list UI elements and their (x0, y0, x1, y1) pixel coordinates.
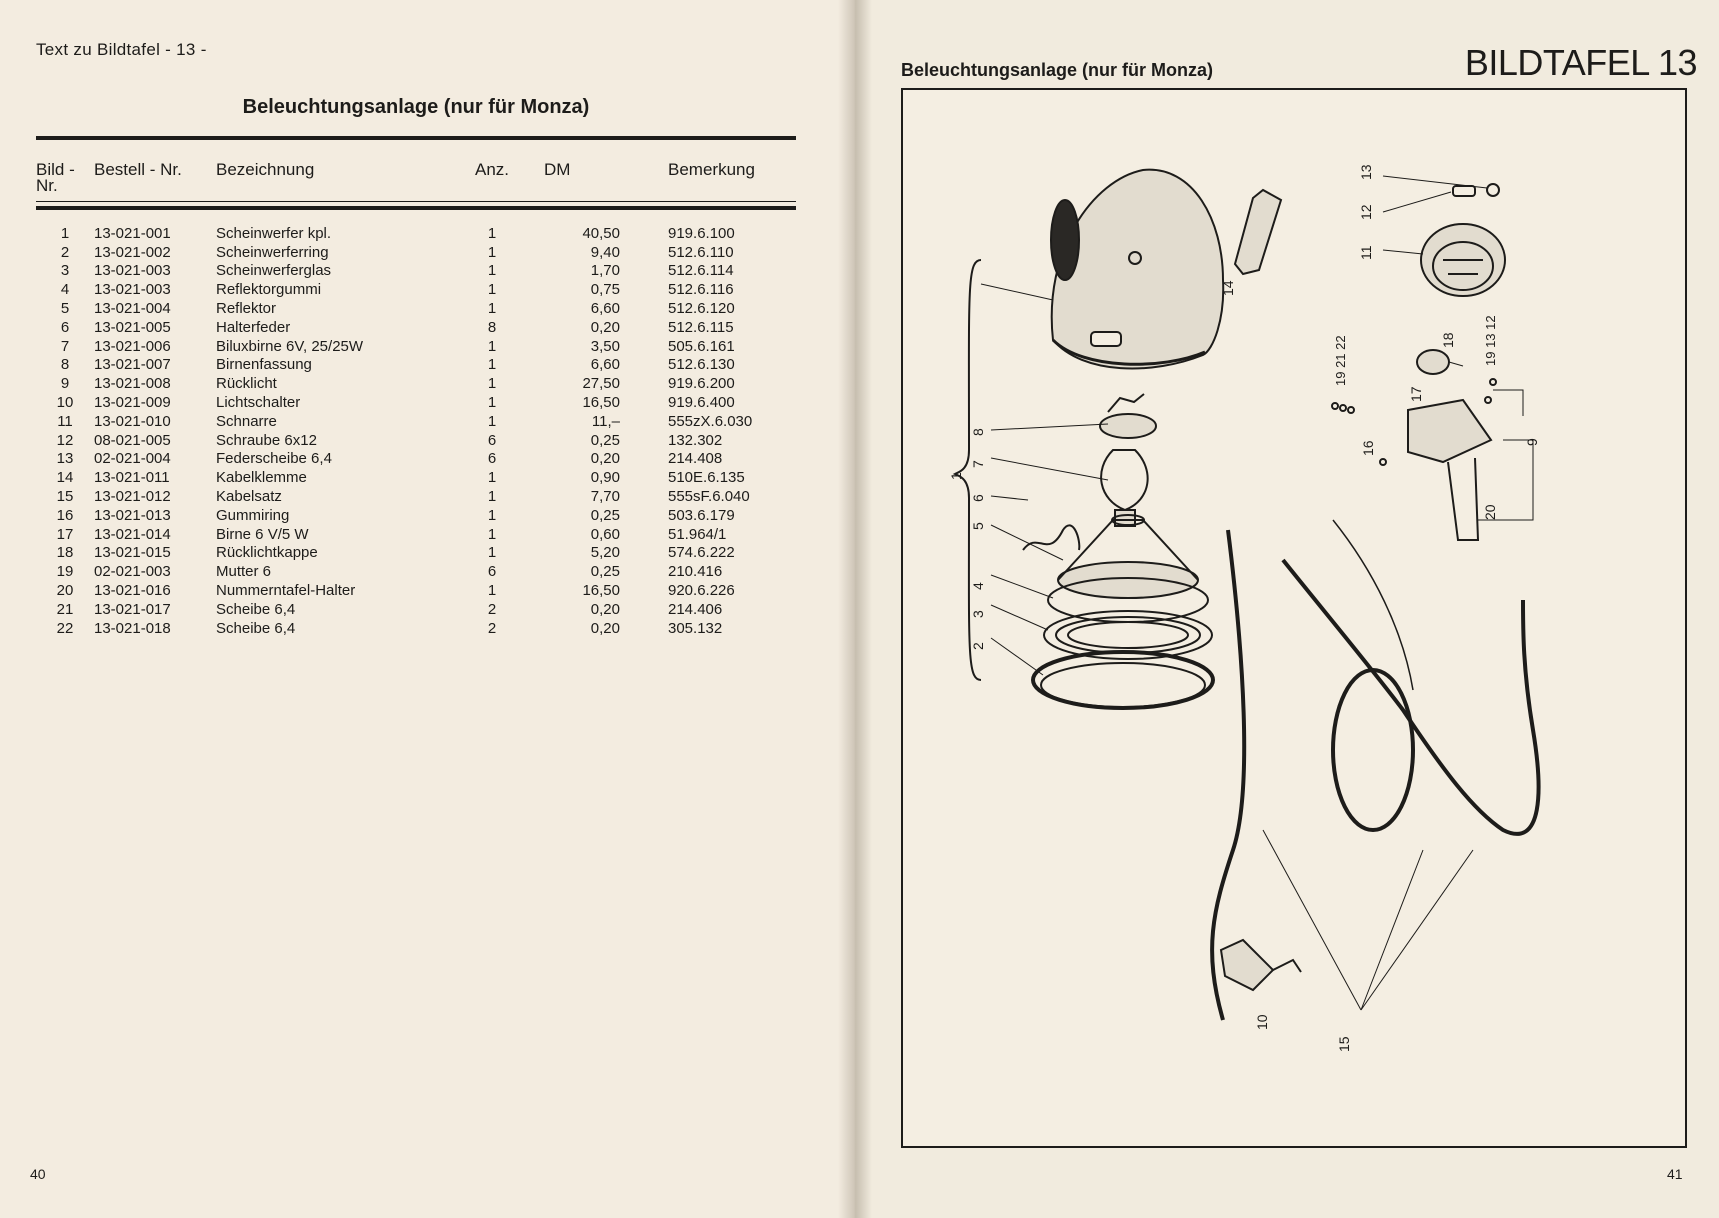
right-page (855, 0, 1719, 1218)
cell-bemerkung: 214.408 (668, 450, 723, 468)
cell-anz: 1 (487, 412, 497, 430)
cell-bild-nr: 21 (56, 600, 74, 618)
cell-bemerkung: 132.302 (668, 431, 723, 449)
cell-anz: 1 (487, 281, 497, 299)
cell-bild-nr: 14 (56, 469, 74, 487)
cell-dm: 11,– (591, 412, 620, 430)
cell-anz: 1 (487, 375, 497, 393)
table-row (36, 469, 796, 488)
cell-anz: 6 (487, 431, 497, 449)
cell-anz: 1 (487, 224, 497, 242)
table-row (36, 281, 796, 300)
cell-dm: 16,50 (582, 581, 620, 599)
table-row (36, 225, 796, 244)
callout-14: 14 (1220, 280, 1236, 296)
headlamp-housing-drawing (1051, 170, 1223, 369)
col-header-bestell-nr: Bestell - Nr. (94, 160, 182, 179)
cell-anz: 2 (487, 600, 497, 618)
cell-anz: 1 (487, 356, 497, 374)
table-row (36, 507, 796, 526)
callout-16: 16 (1360, 440, 1376, 456)
cell-dm: 0,90 (590, 469, 620, 487)
cell-bezeichnung: Birnenfassung (216, 356, 312, 374)
callout-17: 17 (1408, 386, 1424, 402)
cell-bemerkung: 214.406 (668, 600, 723, 618)
cell-bemerkung: 555zX.6.030 (668, 412, 753, 430)
cell-bild-nr: 17 (56, 525, 74, 543)
cell-bild-nr: 3 (60, 262, 70, 280)
cell-bestell-nr: 02-021-003 (94, 563, 171, 581)
cell-bestell-nr: 13-021-002 (94, 243, 171, 261)
cell-bestell-nr: 13-021-009 (94, 393, 171, 411)
cell-bestell-nr: 08-021-005 (94, 431, 171, 449)
col-header-bild-nr (36, 160, 94, 206)
cell-bezeichnung: Birne 6 V/5 W (216, 525, 309, 543)
cell-bild-nr: 9 (60, 375, 70, 393)
cell-anz: 1 (487, 506, 497, 524)
cell-bild-nr: 19 (56, 563, 74, 581)
cell-bestell-nr: 13-021-001 (94, 224, 171, 242)
cell-bemerkung: 512.6.110 (668, 243, 734, 261)
cell-anz: 1 (487, 337, 497, 355)
cell-bezeichnung: Gummiring (216, 506, 290, 524)
cell-bemerkung: 512.6.120 (668, 299, 735, 317)
cell-bezeichnung: Rücklichtkappe (216, 544, 318, 562)
callout-10: 10 (1254, 1014, 1270, 1030)
cell-bezeichnung: Kabelklemme (216, 469, 307, 487)
cell-dm: 0,25 (590, 431, 620, 449)
plate-heading: BILDTAFEL 13 (1464, 42, 1697, 83)
cell-bezeichnung: Scheinwerferglas (216, 262, 332, 280)
cell-bestell-nr: 13-021-006 (94, 337, 171, 355)
book-gutter (838, 0, 872, 1218)
table-row (36, 375, 796, 394)
cell-bemerkung: 305.132 (668, 619, 723, 637)
cell-anz: 1 (487, 487, 497, 505)
cell-bemerkung: 919.6.200 (668, 375, 735, 393)
cell-dm: 0,60 (590, 525, 620, 543)
cell-bestell-nr: 02-021-004 (94, 450, 171, 468)
cell-bezeichnung: Rücklicht (216, 375, 277, 393)
left-page (0, 0, 855, 1218)
header-rule-top (36, 136, 796, 140)
table-row (36, 432, 796, 451)
cell-anz: 1 (487, 243, 497, 261)
cell-dm: 27,50 (582, 375, 620, 393)
col-header-bild-nr-line2: Nr. (36, 176, 58, 195)
cell-dm: 0,25 (590, 563, 620, 581)
callout-7: 7 (970, 460, 986, 468)
cell-dm: 0,20 (590, 318, 620, 336)
cell-bild-nr: 20 (56, 581, 74, 599)
cell-anz: 1 (487, 262, 497, 280)
cell-bestell-nr: 13-021-003 (94, 281, 171, 299)
cell-bild-nr: 18 (56, 544, 74, 562)
cell-bemerkung: 574.6.222 (668, 544, 735, 562)
cell-bestell-nr: 13-021-005 (94, 318, 171, 336)
callout-4: 4 (970, 582, 986, 590)
cell-bild-nr: 8 (60, 356, 70, 374)
table-row (36, 262, 796, 281)
callout-12: 12 (1358, 204, 1374, 220)
cell-bestell-nr: 13-021-003 (94, 262, 171, 280)
table-row (36, 488, 796, 507)
cell-dm: 9,40 (590, 243, 620, 261)
cell-bezeichnung: Schraube 6x12 (216, 431, 317, 449)
cell-bemerkung: 51.964/1 (668, 525, 727, 543)
callout-20: 20 (1482, 504, 1498, 520)
bulb-holder-drawing (1100, 394, 1156, 438)
cell-bestell-nr: 13-021-010 (94, 412, 171, 430)
table-row (36, 526, 796, 545)
cell-bezeichnung: Halterfeder (216, 318, 291, 336)
cell-anz: 1 (487, 581, 497, 599)
cell-anz: 8 (487, 318, 497, 336)
cell-bild-nr: 7 (60, 337, 70, 355)
callout-8: 8 (970, 428, 986, 436)
cell-bestell-nr: 13-021-018 (94, 619, 171, 637)
table-row (36, 620, 796, 639)
table-row (36, 563, 796, 582)
cell-bild-nr: 6 (60, 318, 70, 336)
cell-bemerkung: 510E.6.135 (668, 469, 745, 487)
cell-anz: 1 (487, 469, 497, 487)
cell-dm: 0,75 (590, 281, 620, 299)
cell-dm: 40,50 (582, 224, 620, 242)
cell-dm: 0,20 (590, 600, 620, 618)
cell-bild-nr: 16 (56, 506, 74, 524)
cell-bezeichnung: Biluxbirne 6V, 25/25W (216, 337, 364, 355)
running-head: Text zu Bildtafel - 13 - (36, 40, 207, 59)
horn-drawing (1421, 184, 1505, 296)
cell-bemerkung: 503.6.179 (668, 506, 735, 524)
cell-bild-nr: 15 (56, 487, 74, 505)
page-number-right: 41 (1667, 1166, 1683, 1182)
cell-dm: 6,60 (590, 299, 620, 317)
col-header-dm: DM (544, 160, 571, 179)
cell-anz: 1 (487, 299, 497, 317)
cell-bestell-nr: 13-021-008 (94, 375, 171, 393)
table-row (36, 601, 796, 620)
cell-bild-nr: 2 (60, 243, 70, 261)
cell-bemerkung: 210.416 (668, 563, 723, 581)
tail-light-drawing (1332, 350, 1496, 540)
cell-bezeichnung: Schnarre (216, 412, 277, 430)
cell-bezeichnung: Federscheibe 6,4 (216, 450, 332, 468)
cell-bemerkung: 512.6.130 (668, 356, 735, 374)
cell-bemerkung: 505.6.161 (668, 337, 735, 355)
callout-18: 18 (1440, 332, 1456, 348)
cell-dm: 6,60 (590, 356, 620, 374)
table-row (36, 450, 796, 469)
reflector-drawing (1058, 515, 1198, 598)
cell-bezeichnung: Lichtschalter (216, 393, 301, 411)
col-header-anz: Anz. (474, 160, 510, 179)
cell-bezeichnung: Nummerntafel-Halter (216, 581, 356, 599)
cell-bezeichnung: Scheibe 6,4 (216, 619, 296, 637)
diagram-caption: Beleuchtungsanlage (nur für Monza) (901, 60, 1214, 80)
cell-anz: 6 (487, 450, 497, 468)
table-spacer (36, 206, 796, 225)
col-header-bezeichnung: Bezeichnung (216, 160, 315, 179)
page-number-left: 40 (30, 1166, 46, 1182)
cell-bezeichnung: Reflektor (216, 299, 277, 317)
cell-bestell-nr: 13-021-011 (94, 469, 170, 487)
cell-bemerkung: 920.6.226 (668, 581, 735, 599)
cell-bild-nr: 4 (60, 281, 70, 299)
callout-group-19-13-12: 19 13 12 (1483, 315, 1498, 366)
callout-5: 5 (970, 522, 986, 530)
table-row (36, 413, 796, 432)
cell-anz: 2 (487, 619, 497, 637)
callout-11: 11 (1358, 245, 1374, 260)
cell-dm: 0,20 (590, 450, 620, 468)
cell-bezeichnung: Reflektorgummi (216, 281, 322, 299)
parts-table-body (36, 225, 796, 639)
cell-bezeichnung: Mutter 6 (216, 563, 272, 581)
cell-bestell-nr: 13-021-004 (94, 299, 171, 317)
cell-anz: 1 (487, 393, 497, 411)
cable-clamp-drawing (1235, 190, 1281, 274)
table-row (36, 544, 796, 563)
cell-bild-nr: 10 (56, 393, 74, 411)
diagram-frame (901, 88, 1687, 1148)
table-row (36, 244, 796, 263)
cell-dm: 0,20 (590, 619, 620, 637)
table-row (36, 338, 796, 357)
cell-bestell-nr: 13-021-016 (94, 581, 171, 599)
cell-dm: 16,50 (582, 393, 620, 411)
cell-bemerkung: 919.6.400 (668, 393, 735, 411)
cell-bemerkung: 919.6.100 (668, 224, 735, 242)
cell-bestell-nr: 13-021-017 (94, 600, 171, 618)
cell-bild-nr: 22 (56, 619, 74, 637)
callout-group-19-21-22: 19 21 22 (1333, 335, 1348, 386)
headlamp-ring-drawing (1033, 652, 1213, 708)
cell-bild-nr: 12 (56, 431, 74, 449)
cell-dm: 1,70 (590, 262, 620, 280)
cell-bezeichnung: Scheinwerferring (216, 243, 329, 261)
cell-bestell-nr: 13-021-014 (94, 525, 171, 543)
cell-dm: 0,25 (590, 506, 620, 524)
callout-2: 2 (970, 642, 986, 650)
cell-bild-nr: 11 (57, 412, 73, 430)
cell-dm: 3,50 (590, 337, 620, 355)
col-header-bemerkung: Bemerkung (668, 160, 755, 179)
cell-bild-nr: 13 (56, 450, 74, 468)
callout-1: 1 (948, 472, 964, 480)
table-row (36, 356, 796, 375)
cell-bezeichnung: Scheinwerfer kpl. (216, 224, 332, 242)
table-header-row (36, 160, 796, 206)
cell-bild-nr: 1 (60, 224, 70, 242)
callout-15: 15 (1336, 1036, 1352, 1052)
cell-bemerkung: 512.6.115 (668, 318, 734, 336)
callout-13: 13 (1358, 164, 1374, 180)
light-switch-drawing (1221, 940, 1301, 990)
table-row (36, 394, 796, 413)
callout-6: 6 (970, 494, 986, 502)
cell-dm: 5,20 (590, 544, 620, 562)
callout-3: 3 (970, 610, 986, 618)
cell-bestell-nr: 13-021-012 (94, 487, 171, 505)
col-header-bild-nr-line1: Bild - (36, 160, 75, 179)
callout-9: 9 (1524, 438, 1540, 446)
leader-lines-harness (1263, 830, 1473, 1010)
cell-anz: 1 (487, 544, 497, 562)
parts-table (36, 160, 796, 638)
cell-bemerkung: 555sF.6.040 (668, 487, 750, 505)
table-row (36, 582, 796, 601)
cell-bestell-nr: 13-021-013 (94, 506, 171, 524)
wiring-harness-drawing (1212, 520, 1538, 1020)
cell-anz: 1 (487, 525, 497, 543)
cell-dm: 7,70 (590, 487, 620, 505)
cell-bemerkung: 512.6.114 (668, 262, 734, 280)
exploded-parts-diagram (903, 90, 1685, 1146)
cell-bild-nr: 5 (60, 299, 70, 317)
holder-spring-drawing (1023, 525, 1079, 550)
table-row (36, 319, 796, 338)
cell-bestell-nr: 13-021-015 (94, 544, 171, 562)
cell-bestell-nr: 13-021-007 (94, 356, 171, 374)
table-row (36, 300, 796, 319)
page-title: Beleuchtungsanlage (nur für Monza) (242, 96, 590, 118)
cell-bemerkung: 512.6.116 (668, 281, 734, 299)
cell-bezeichnung: Scheibe 6,4 (216, 600, 296, 618)
cell-bezeichnung: Kabelsatz (216, 487, 282, 505)
cell-anz: 6 (487, 563, 497, 581)
